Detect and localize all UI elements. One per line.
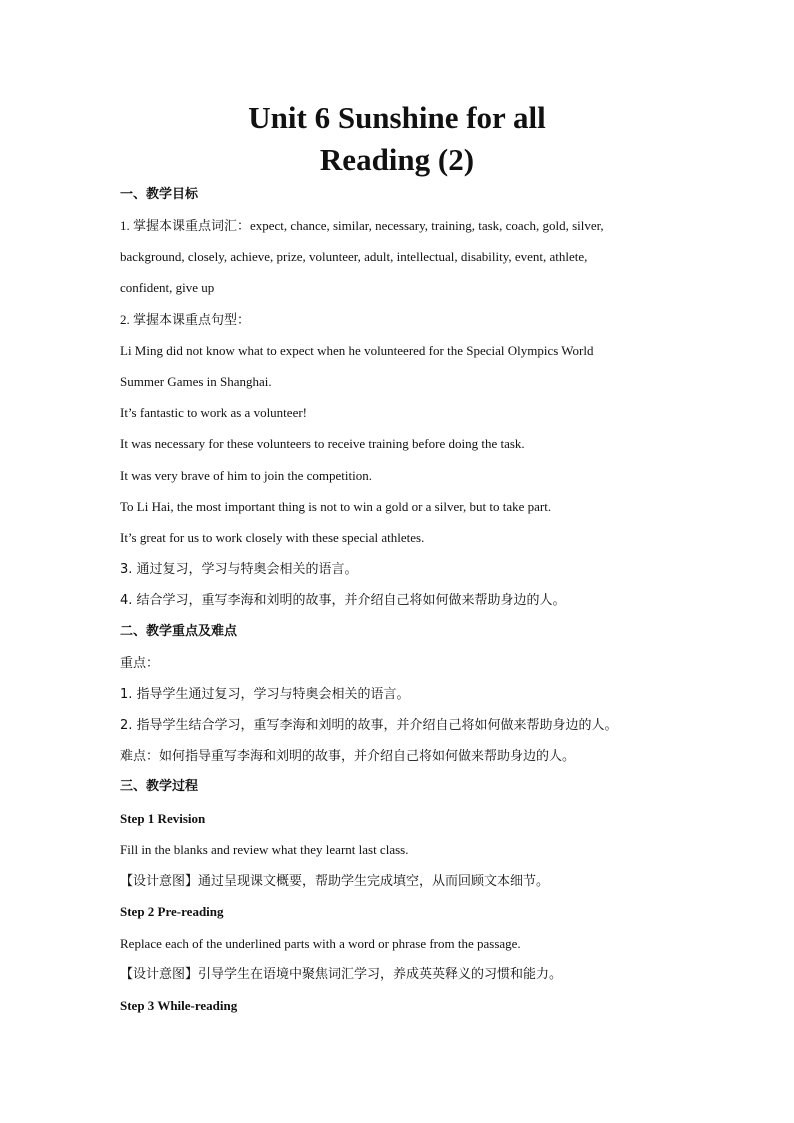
sentence-line: It was very brave of him to join the competition. <box>120 468 372 483</box>
sentence-line: It’s great for us to work closely with these special athletes. <box>120 530 425 545</box>
key-point-2: 2. 指导学生结合学习，重写李海和刘明的故事，并介绍自己将如何做来帮助身边的人。 <box>120 718 618 733</box>
step-1-title: Step 1 Revision <box>120 811 206 826</box>
step-2-text: Replace each of the underlined parts with a word or phrase from the passage. <box>120 936 521 951</box>
difficulty-point: 难点：如何指导重写李海和刘明的故事，并介绍自己将如何做来帮助身边的人。 <box>120 749 576 764</box>
sentence-line: Li Ming did not know what to expect when he volunteered for the Special Olympics World <box>120 343 594 358</box>
step-2-title: Step 2 Pre-reading <box>120 904 224 919</box>
objective-item-4: 4. 结合学习，重写李海和刘明的故事，并介绍自己将如何做来帮助身边的人。 <box>120 593 566 608</box>
section-heading-key-points: 二、教学重点及难点 <box>120 624 238 639</box>
step-1-text: Fill in the blanks and review what they learnt last class. <box>120 842 409 857</box>
section-heading-objectives: 一、教学目标 <box>120 187 199 202</box>
document-title: Unit 6 Sunshine for all <box>248 100 546 135</box>
sentence-line: To Li Hai, the most important thing is not to win a gold or a silver, but to take part. <box>120 499 552 514</box>
section-heading-process: 三、教学过程 <box>120 779 199 794</box>
step-2-intent: 【设计意图】引导学生在语境中聚焦词汇学习，养成英英释义的习惯和能力。 <box>120 967 563 982</box>
objective-vocab-line-1: 1. 掌握本课重点词汇：expect, chance, similar, necessary, training, task, coach, gold, silver, <box>120 218 604 233</box>
objective-vocab-line-3: confident, give up <box>120 280 215 295</box>
objective-vocab-line-2: background, closely, achieve, prize, volunteer, adult, intellectual, disability, event, athlete, <box>120 249 588 264</box>
objective-item-3: 3. 通过复习，学习与特奥会相关的语言。 <box>120 562 358 577</box>
key-points-label: 重点： <box>120 656 160 671</box>
document-subtitle: Reading (2) <box>319 142 475 177</box>
step-3-title: Step 3 While-reading <box>120 998 238 1013</box>
sentence-line: Summer Games in Shanghai. <box>120 374 272 389</box>
sentence-line: It’s fantastic to work as a volunteer! <box>120 405 307 420</box>
step-1-intent: 【设计意图】通过呈现课文概要，帮助学生完成填空，从而回顾文本细节。 <box>120 874 550 889</box>
sentence-line: It was necessary for these volunteers to receive training before doing the task. <box>120 436 525 451</box>
objective-sentences-label: 2. 掌握本课重点句型： <box>120 312 251 327</box>
key-point-1: 1. 指导学生通过复习，学习与特奥会相关的语言。 <box>120 687 410 702</box>
